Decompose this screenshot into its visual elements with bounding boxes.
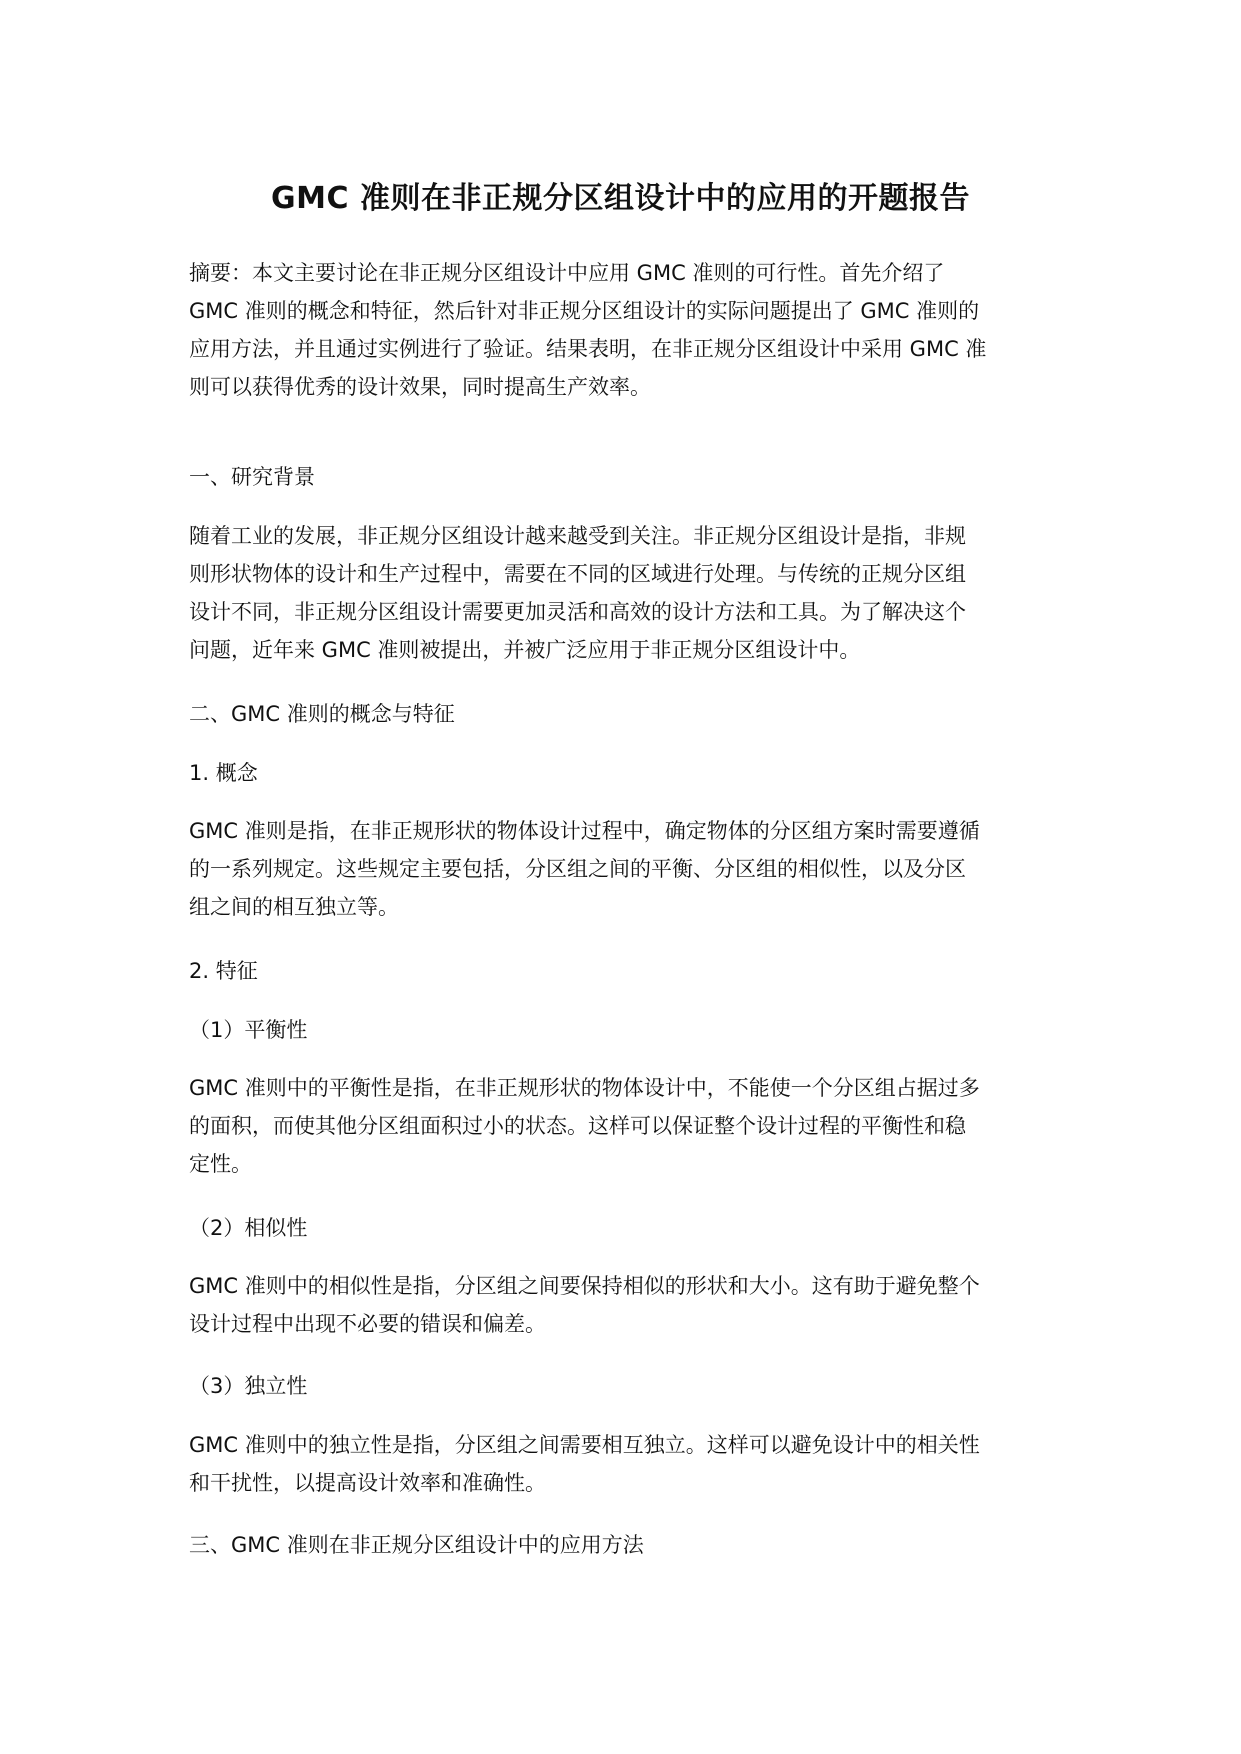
background-line: 问题，近年来 GMC 准则被提出，并被广泛应用于非正规分区组设计中。: [189, 638, 861, 662]
section-heading-text: 一、研究背景: [189, 465, 315, 489]
subheading-balance: [189, 1011, 1059, 1049]
independence-line: GMC 准则中的独立性是指，分区组之间需要相互独立。这样可以避免设计中的相关性: [189, 1433, 980, 1457]
subheading-independence: [189, 1367, 1059, 1405]
concept-line: 的一系列规定。这些规定主要包括，分区组之间的平衡、分区组的相似性，以及分区: [189, 857, 966, 881]
background-line: 则形状物体的设计和生产过程中，需要在不同的区域进行处理。与传统的正规分区组: [189, 562, 966, 586]
section-heading-gmc-concept: [189, 695, 1059, 733]
section-heading-text: 三、GMC 准则在非正规分区组设计中的应用方法: [189, 1533, 644, 1557]
similarity-paragraph: [189, 1267, 1059, 1343]
balance-paragraph: [189, 1069, 1059, 1183]
section-heading-text: 二、GMC 准则的概念与特征: [189, 702, 455, 726]
concept-line: GMC 准则是指，在非正规形状的物体设计过程中，确定物体的分区组方案时需要遵循: [189, 819, 980, 843]
abstract-line: GMC 准则的概念和特征，然后针对非正规分区组设计的实际问题提出了 GMC 准则的: [189, 299, 980, 323]
document-title: GMC 准则在非正规分区组设计中的应用的开题报告: [271, 181, 970, 216]
balance-line: GMC 准则中的平衡性是指，在非正规形状的物体设计中，不能使一个分区组占据过多: [189, 1076, 980, 1100]
concept-line: 组之间的相互独立等。: [189, 895, 399, 919]
subheading-similarity: [189, 1209, 1059, 1247]
subheading-text: 2. 特征: [189, 959, 258, 983]
concept-paragraph: [189, 812, 1059, 926]
abstract-paragraph: [189, 254, 1059, 406]
subheading-text: 1. 概念: [189, 761, 258, 785]
subheading-text: （2）相似性: [189, 1216, 308, 1240]
similarity-line: GMC 准则中的相似性是指，分区组之间要保持相似的形状和大小。这有助于避免整个: [189, 1274, 980, 1298]
section-heading-background: [189, 458, 1059, 496]
independence-line: 和干扰性，以提高设计效率和准确性。: [189, 1471, 546, 1495]
section-heading-application: [189, 1526, 1059, 1564]
subheading-features: [189, 952, 1059, 990]
balance-line: 定性。: [189, 1152, 252, 1176]
background-line: 设计不同，非正规分区组设计需要更加灵活和高效的设计方法和工具。为了解决这个: [189, 600, 966, 624]
similarity-line: 设计过程中出现不必要的错误和偏差。: [189, 1312, 546, 1336]
abstract-line: 应用方法，并且通过实例进行了验证。结果表明，在非正规分区组设计中采用 GMC 准: [189, 337, 987, 361]
abstract-line: 则可以获得优秀的设计效果，同时提高生产效率。: [189, 375, 651, 399]
background-paragraph: [189, 517, 1059, 669]
subheading-concept: [189, 754, 1059, 792]
subheading-text: （3）独立性: [189, 1374, 308, 1398]
balance-line: 的面积，而使其他分区组面积过小的状态。这样可以保证整个设计过程的平衡性和稳: [189, 1114, 966, 1138]
background-line: 随着工业的发展，非正规分区组设计越来越受到关注。非正规分区组设计是指，非规: [189, 524, 966, 548]
abstract-line: 摘要：本文主要讨论在非正规分区组设计中应用 GMC 准则的可行性。首先介绍了: [189, 261, 945, 285]
independence-paragraph: [189, 1426, 1059, 1502]
subheading-text: （1）平衡性: [189, 1018, 308, 1042]
